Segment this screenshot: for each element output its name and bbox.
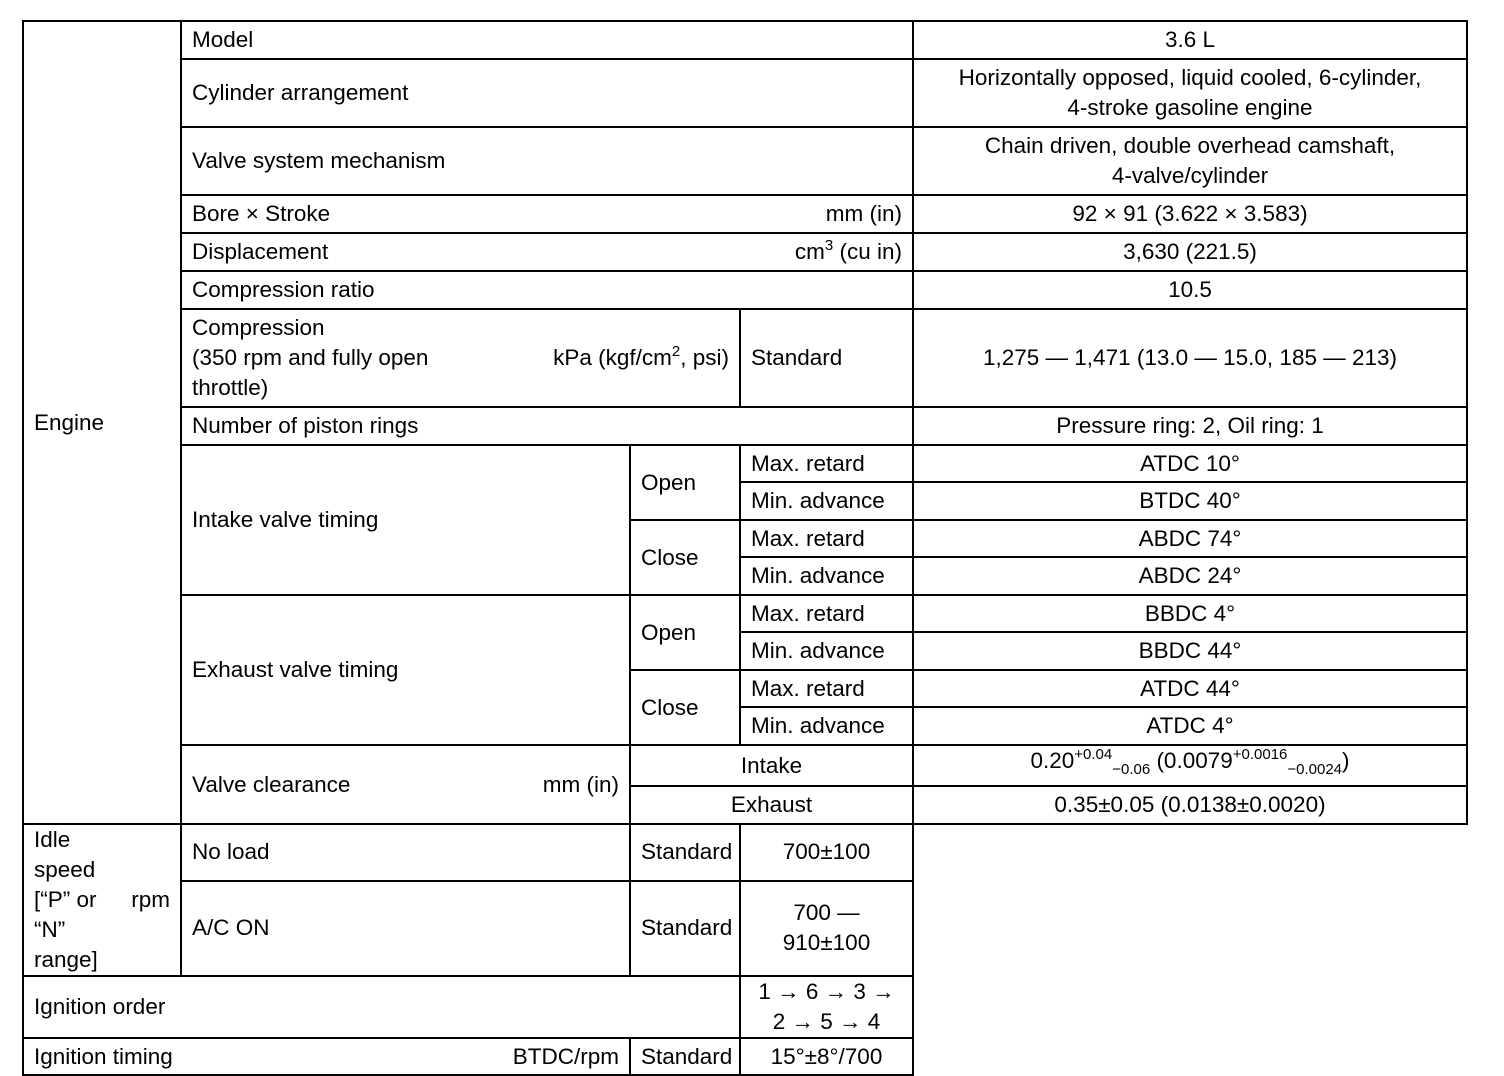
ignition-timing-label-cell <box>23 1038 630 1075</box>
row-displacement <box>23 233 1467 271</box>
compression-value: 1,275 — 1,471 (13.0 — 15.0, 185 — 213) <box>913 309 1467 407</box>
bore-stroke-unit: mm (in) <box>825 201 902 226</box>
bore-stroke-label-cell <box>181 195 913 233</box>
exhaust-close-label: Close <box>630 670 740 745</box>
idle-speed-label: Idle speed [“P” or “N” range] <box>34 827 98 972</box>
piston-rings-label: Number of piston rings <box>181 407 913 445</box>
intake-open-min-label: Min. advance <box>740 482 913 520</box>
idle-speed-label-cell <box>23 824 181 976</box>
engine-spec-table <box>22 20 1468 1076</box>
ignition-order-value: 1 → 6 → 3 → 2 → 5 → 4 <box>740 976 913 1038</box>
row-exhaust-open-max <box>23 595 1467 632</box>
row-idle-no-load <box>23 824 1467 881</box>
intake-close-max-value: ABDC 74° <box>913 520 1467 557</box>
valve-clearance-exhaust-value: 0.35±0.05 (0.0138±0.0020) <box>913 786 1467 824</box>
idle-ac-on-label: A/C ON <box>181 881 630 976</box>
bore-stroke-label: Bore × Stroke <box>192 201 331 226</box>
valve-clearance-intake-label: Intake <box>630 745 913 786</box>
row-cylinder <box>23 59 1467 127</box>
valve-system-value-line2: 4-valve/cylinder <box>1111 163 1269 188</box>
section-label: Engine <box>23 21 181 824</box>
piston-rings-value: Pressure ring: 2, Oil ring: 1 <box>913 407 1467 445</box>
compression-unit: kPa ($kgf/cm^2$, psi) <box>553 343 729 370</box>
model-value: 3.6 L <box>913 21 1467 59</box>
displacement-unit: $cm^3$ (cu in) <box>794 237 902 264</box>
intake-close-min-value: ABDC 24° <box>913 557 1467 595</box>
ignition-timing-value: 15°±8°/700 <box>740 1038 913 1075</box>
ignition-timing-label: Ignition timing <box>34 1043 173 1069</box>
idle-no-load-label: No load <box>181 824 630 881</box>
row-ignition-order <box>23 976 1467 1038</box>
intake-close-label: Close <box>630 520 740 595</box>
intake-open-min-value: BTDC 40° <box>913 482 1467 520</box>
ignition-timing-condition: Standard <box>630 1038 740 1075</box>
row-valve-system <box>23 127 1467 195</box>
row-intake-open-max <box>23 445 1467 482</box>
row-ignition-timing <box>23 1038 1467 1075</box>
idle-speed-unit: rpm <box>131 887 170 912</box>
exhaust-open-min-label: Min. advance <box>740 632 913 670</box>
compression-label-cell <box>181 309 740 407</box>
compression-ratio-value: 10.5 <box>913 271 1467 309</box>
ignition-order-label: Ignition order <box>23 976 740 1038</box>
idle-no-load-condition: Standard <box>630 824 740 881</box>
cylinder-value-line2: 4-stroke gasoline engine <box>1067 95 1313 120</box>
row-idle-ac-on <box>23 881 1467 976</box>
exhaust-close-max-value: ATDC 44° <box>913 670 1467 707</box>
ignition-timing-unit: BTDC/rpm <box>512 1043 619 1069</box>
exhaust-open-min-value: BBDC 44° <box>913 632 1467 670</box>
cylinder-value <box>913 59 1467 127</box>
idle-ac-on-condition: Standard <box>630 881 740 976</box>
valve-clearance-label-cell <box>181 745 630 824</box>
exhaust-open-max-label: Max. retard <box>740 595 913 632</box>
cylinder-label: Cylinder arrangement <box>181 59 913 127</box>
row-compression <box>23 309 1467 407</box>
intake-close-max-label: Max. retard <box>740 520 913 557</box>
intake-open-max-label: Max. retard <box>740 445 913 482</box>
compression-label: Compression (350 rpm and fully open throttle) <box>192 315 429 400</box>
row-piston-rings <box>23 407 1467 445</box>
exhaust-close-min-label: Min. advance <box>740 707 913 745</box>
exhaust-close-max-label: Max. retard <box>740 670 913 707</box>
compression-ratio-label: Compression ratio <box>181 271 913 309</box>
idle-ac-on-value: 700 — 910±100 <box>740 881 913 976</box>
exhaust-open-label: Open <box>630 595 740 670</box>
exhaust-timing-label: Exhaust valve timing <box>181 595 630 745</box>
intake-open-label: Open <box>630 445 740 520</box>
row-model <box>23 21 1467 59</box>
displacement-label: Displacement <box>192 239 329 264</box>
row-bore-stroke <box>23 195 1467 233</box>
compression-condition: Standard <box>740 309 913 407</box>
cylinder-value-line1: Horizontally opposed, liquid cooled, 6-cylinder, <box>958 65 1422 90</box>
exhaust-close-min-value: ATDC 4° <box>913 707 1467 745</box>
valve-system-value-line1: Chain driven, double overhead camshaft, <box>984 133 1396 158</box>
intake-open-max-value: ATDC 10° <box>913 445 1467 482</box>
displacement-label-cell <box>181 233 913 271</box>
bore-stroke-value: 92 × 91 (3.622 × 3.583) <box>913 195 1467 233</box>
valve-clearance-unit: mm (in) <box>542 771 619 797</box>
exhaust-open-max-value: BBDC 4° <box>913 595 1467 632</box>
intake-timing-label: Intake valve timing <box>181 445 630 595</box>
valve-clearance-exhaust-label: Exhaust <box>630 786 913 824</box>
row-valve-clearance-intake <box>23 745 1467 786</box>
intake-close-min-label: Min. advance <box>740 557 913 595</box>
valve-clearance-intake-value: $0.20^{+0.04}_{-0.06}$ $(0.0079^{+0.0016}_{-0.0024})$ <box>913 745 1467 786</box>
displacement-value: 3,630 (221.5) <box>913 233 1467 271</box>
valve-system-label: Valve system mechanism <box>181 127 913 195</box>
valve-clearance-label: Valve clearance <box>192 771 351 797</box>
model-label: Model <box>181 21 913 59</box>
valve-system-value <box>913 127 1467 195</box>
row-compression-ratio <box>23 271 1467 309</box>
idle-no-load-value: 700±100 <box>740 824 913 881</box>
